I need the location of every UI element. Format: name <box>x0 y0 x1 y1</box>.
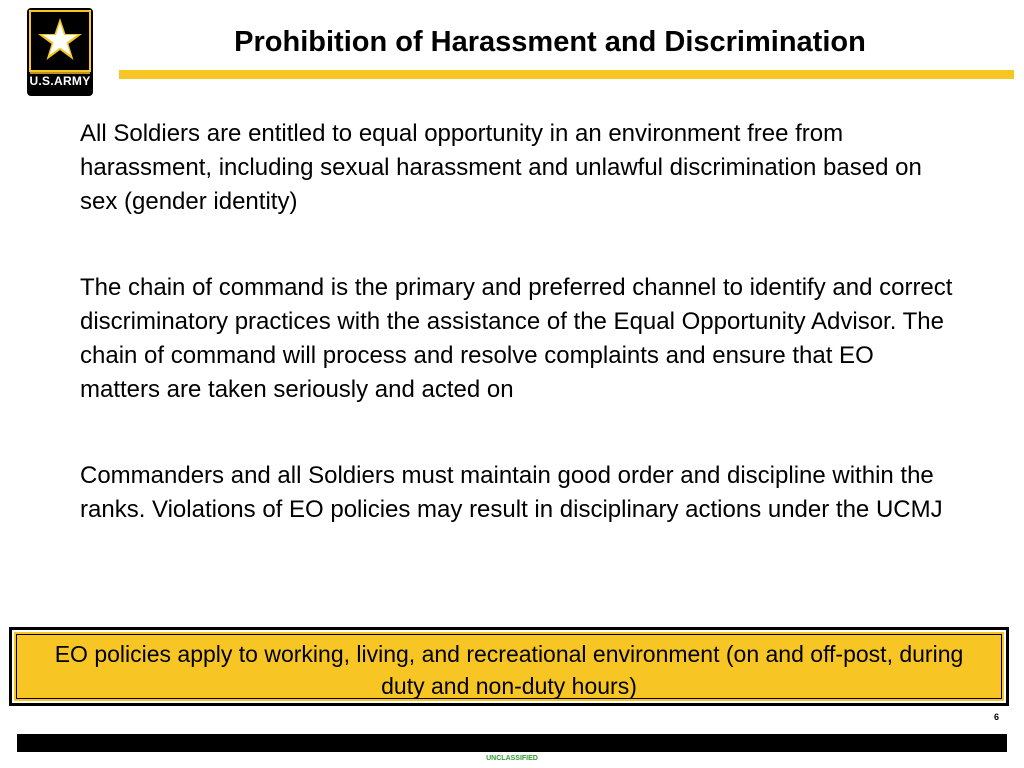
footer-bar <box>17 734 1007 752</box>
paragraph-chain-of-command: The chain of command is the primary and preferred channel to identify and correct discriminatory practices with the assistance of the Equal Opportunity Advisor. The chain of command will process and resolve complaints and ensure that EO matters are taken seriously and acted on <box>80 274 953 403</box>
page-number: 6 <box>994 712 1000 722</box>
classification-label: UNCLASSIFIED <box>486 755 538 762</box>
title-underline-bar <box>119 70 1014 79</box>
paragraph-commanders: Commanders and all Soldiers must maintain good order and discipline within the ranks. Violations of EO policies may result in disciplinary actions under the UCMJ <box>80 462 943 523</box>
us-army-logo <box>27 8 93 96</box>
callout-box <box>9 627 1009 706</box>
logo-text: U.S.ARMY <box>29 74 91 88</box>
paragraph-equal-opportunity: All Soldiers are entitled to equal opportunity in an environment free from harassment, including sexual harassment and unlawful discrimination based on sex (gender identity) <box>80 120 922 215</box>
callout-text: EO policies apply to working, living, and recreational environment (on and off-post, during duty and non-duty hours) <box>54 641 964 699</box>
slide-title: Prohibition of Harassment and Discrimination <box>234 26 866 58</box>
body-content <box>80 117 960 579</box>
